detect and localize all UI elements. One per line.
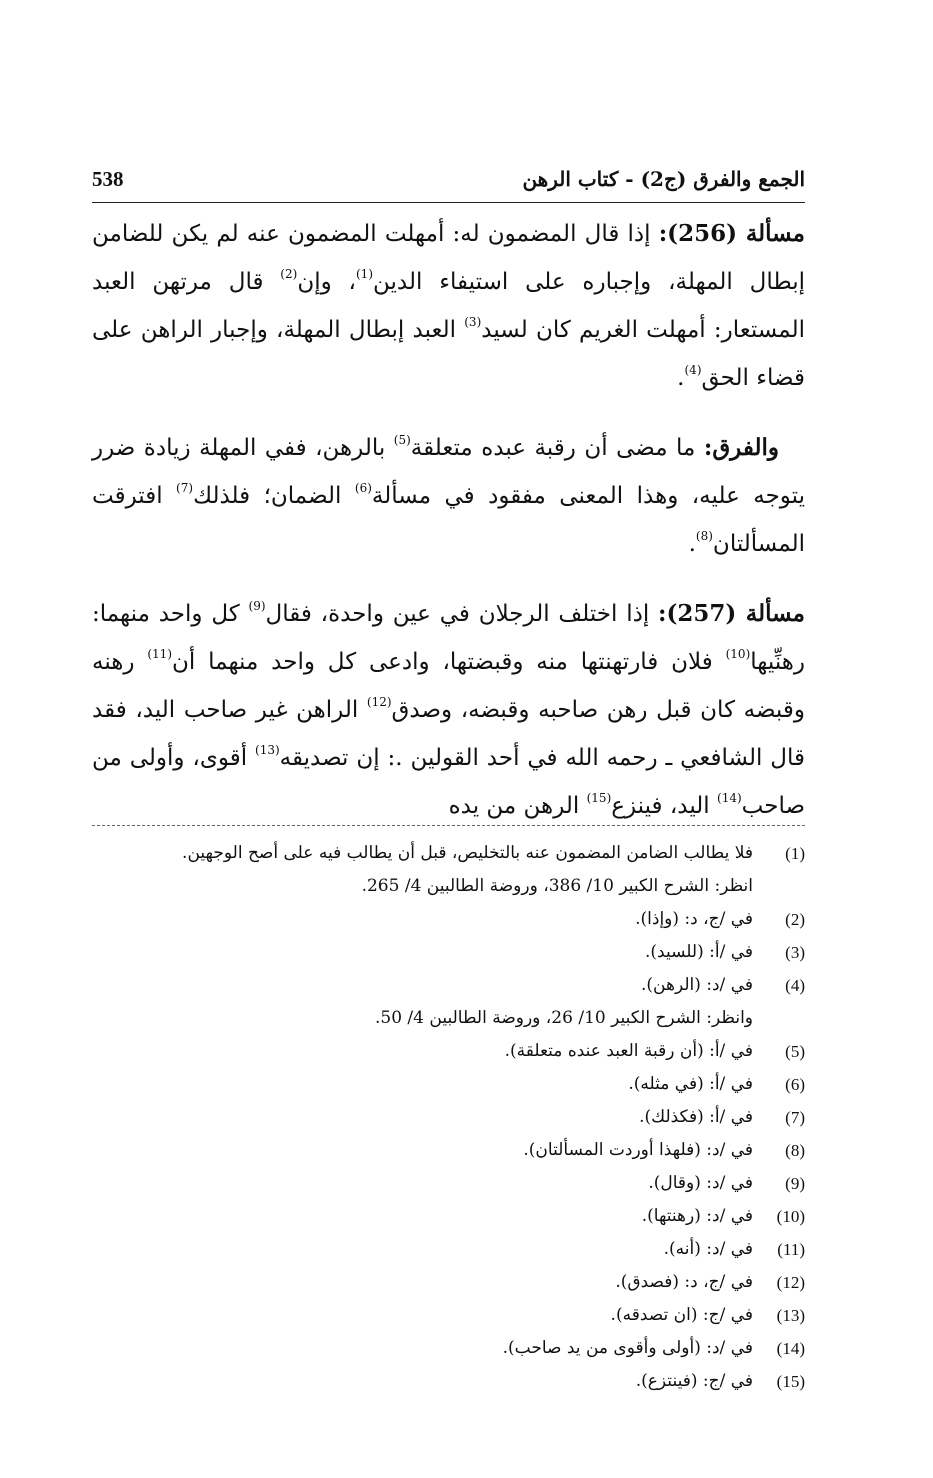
footnote-number: (9) [785,1174,805,1193]
footnote-number: (12) [776,1273,805,1292]
footnote-number: (11) [777,1240,805,1259]
footnote-number: (3) [785,943,805,962]
footnote-ref[interactable]: (7) [176,481,194,495]
footnote-number: (13) [776,1306,805,1325]
issue-text: كل واحد منهما: رهنِّيها [92,601,805,675]
footnote-text: في /ج، د: (وإذا). [635,909,753,929]
footnote-ref[interactable]: (3) [464,315,482,329]
footnote-ref[interactable]: (11) [147,647,173,661]
footnote-text: في /د: (أنه). [663,1239,753,1259]
footnote-item [92,936,805,969]
footnote-number: (8) [785,1141,805,1160]
footnote-item [92,1233,805,1266]
footnote-text: في /د: (أولى وأقوى من يد صاحب). [502,1338,753,1358]
footnote-text: في /أ: (في مثله). [628,1074,753,1094]
footnote-text: في /د: (فلهذا أوردت المسألتان). [523,1140,753,1160]
footnote-item [92,1299,805,1332]
footnote-item [92,1365,805,1398]
footnote-ref[interactable]: (8) [695,529,713,543]
page-header [92,162,805,196]
footnote-item [92,1332,805,1365]
issue-label: مسألة (257): [658,600,805,627]
footnote-text: في /ج: (فينتزع). [635,1371,753,1391]
footnote-item [92,837,805,870]
footnote-text: في /د: (رهنتها). [641,1206,753,1226]
footnote-item [92,903,805,936]
issue-text: اليد، فينزع [611,793,717,819]
footnote-text: في /أ: (للسيد). [645,942,753,962]
issue-text: الرهن من يده [448,793,587,819]
footnote-text: في /د: (الرهن). [641,975,753,995]
footnote-item [92,1134,805,1167]
footnote-ref[interactable]: (4) [684,363,702,377]
footnote-text: في /أ: (فكذلك). [639,1107,753,1127]
issue-257 [92,590,805,830]
main-text [92,210,805,830]
issue-text: ، وإن [297,269,356,295]
footnote-ref[interactable]: (15) [586,791,612,805]
footnote-item [92,1101,805,1134]
footnote-item [92,1266,805,1299]
footnote-ref[interactable]: (12) [366,695,392,709]
footnote-ref[interactable]: (6) [354,481,372,495]
footnote-number: (15) [776,1372,805,1391]
footnote-number: (5) [785,1042,805,1061]
footnote-ref[interactable]: (13) [255,743,280,757]
page-number: 538 [92,166,124,191]
footnote-number: (7) [785,1108,805,1127]
footnote-number: (2) [785,910,805,929]
footnote-number: (6) [785,1075,805,1094]
footnote-text: في /د: (وقال). [648,1173,753,1193]
footnote-ref[interactable]: (5) [393,433,411,447]
footnote-text: في /أ: (أن رقبة العبد عنده متعلقة). [504,1041,753,1061]
footnotes-section [92,837,805,1398]
issue-text: الراهن غير صاحب اليد، فقد قال الشافعي ـ رحمه الله في أحد القولين .: إن تصديقه [92,697,805,771]
footnote-number: (4) [785,976,805,995]
footnote-item [92,1167,805,1200]
issue-text: أقوى، وأولى من صاحب [92,745,805,819]
footnote-ref[interactable]: (10) [725,647,751,661]
issue-text: رهنه وقبضه كان قبل رهن صاحبه وقبضه، وصدق [92,649,805,723]
footnote-separator [92,825,805,826]
difference-text: . [688,531,696,557]
footnote-number: (10) [776,1207,805,1226]
difference-text: بالرهن، ففي المهلة زيادة ضرر يتوجه عليه، وهذا المعنى مفقود في مسألة [92,435,806,509]
footnote-item [92,1200,805,1233]
issue-text: قال مرتهن العبد المستعار: أمهلت الغريم كان لسيد [92,269,806,343]
running-title: الجمع والفرق (ج2) - كتاب الرهن [522,167,805,191]
header-rule [92,202,805,203]
footnote-number: (1) [785,844,805,863]
footnote-text: فلا يطالب الضامن المضمون عنه بالتخليص، قبل أن يطالب فيه على أصح الوجهين. [182,843,753,863]
issue-text: إذا اختلف الرجلان في عين واحدة، فقال [265,601,659,627]
footnote-item [92,969,805,1002]
issue-text: فلان فارتهنتها منه وقبضتها، وادعى كل واحد منهما أن [172,649,726,675]
footnote-text: في /ج: (ان تصدقه). [610,1305,753,1325]
issue-text: العبد إبطال المهلة، وإجبار الراهن على قضاء الحق [92,317,805,391]
issue-label: مسألة (256): [658,220,806,247]
footnote-text: في /ج، د: (فصدق). [615,1272,753,1292]
issue-text: إذا قال المضمون له: أمهلت المضمون عنه لم يكن للضامن إبطال المهلة، وإجباره على استيفاء الدين [92,221,805,295]
difference-text: افترقت المسألتان [92,483,805,557]
difference-paragraph [92,424,805,568]
difference-text: ما مضى أن رقبة عبده متعلقة [410,435,704,461]
footnote-ref[interactable]: (9) [248,599,266,613]
footnote-extra-line: وانظر: الشرح الكبير 10/ 26، وروضة الطالبين 4/ 50. [374,1008,753,1028]
difference-text: الضمان؛ فلذلك [193,483,355,509]
footnote-ref[interactable]: (2) [280,267,298,281]
footnote-item [92,1068,805,1101]
footnote-item [92,1035,805,1068]
footnote-extra-line: انظر: الشرح الكبير 10/ 386، وروضة الطالبين 4/ 265. [361,876,753,896]
issue-text: . [677,365,685,391]
difference-label: والفرق: [703,434,779,461]
issue-256 [92,210,805,402]
footnote-ref[interactable]: (1) [355,267,373,281]
footnote-number: (14) [776,1339,805,1358]
footnote-ref[interactable]: (14) [717,791,742,805]
